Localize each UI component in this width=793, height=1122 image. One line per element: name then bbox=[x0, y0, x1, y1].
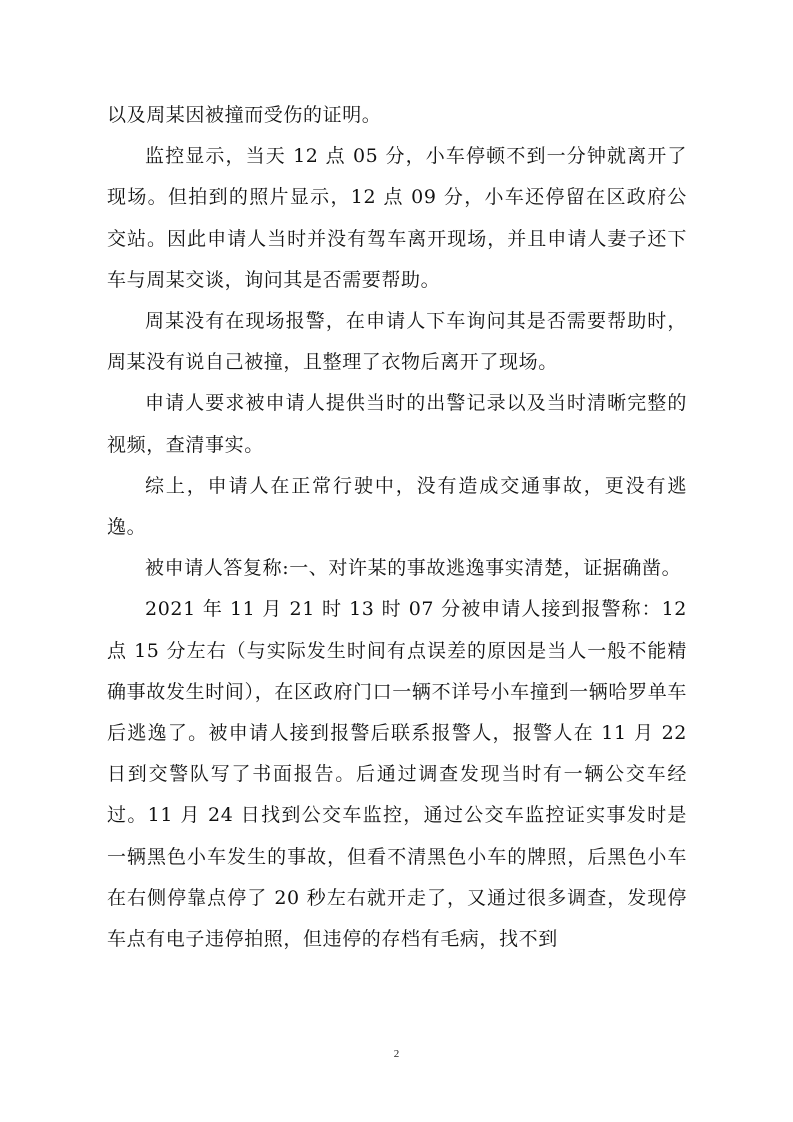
paragraph-4: 申请人要求被申请人提供当时的出警记录以及当时清晰完整的视频，查清事实。 bbox=[107, 392, 687, 456]
paragraph-7: 2021 年 11 月 21 时 13 时 07 分被申请人接到报警称：12 点 15 分左右（与实际发生时间有点误差的原因是当人一般不能精确事故发生时间），在区政府门口一辆不详号小车撞到一辆哈罗单车后逃逸了。被申请人接到报警后联系报警人，报警人在 11 月 22 日到交警队写了书面报告。后通过调查发现当时有一辆公交车经过。11 月 24 日找到公交车监控，通过公交车监控证实事发时是一辆黑色小车发生的事故，但看不清黑色小车的牌照，后黑色小车在右侧停靠点停了 20 秒左右就开走了，又通过很多调查，发现停车点有电子违停拍照，但违停的存档有毛病，找不到 bbox=[107, 598, 687, 951]
document-body bbox=[107, 95, 687, 960]
paragraph-3: 周某没有在现场报警，在申请人下车询问其是否需要帮助时，周某没有说自己被撞，且整理了衣物后离开了现场。 bbox=[107, 310, 687, 374]
paragraph-2: 监控显示，当天 12 点 05 分，小车停顿不到一分钟就离开了现场。但拍到的照片显示，12 点 09 分，小车还停留在区政府公交站。因此申请人当时并没有驾车离开现场，并且申请人妻子还下车与周某交谈，询问其是否需要帮助。 bbox=[107, 145, 687, 291]
paragraph-6: 被申请人答复称:一、对许某的事故逃逸事实清楚，证据确凿。 bbox=[145, 557, 682, 580]
paragraph-5: 综上，申请人在正常行驶中，没有造成交通事故，更没有逃逸。 bbox=[107, 474, 687, 539]
page-number: 2 bbox=[393, 1048, 400, 1060]
paragraph-1: 以及周某因被撞而受伤的证明。 bbox=[107, 104, 382, 126]
